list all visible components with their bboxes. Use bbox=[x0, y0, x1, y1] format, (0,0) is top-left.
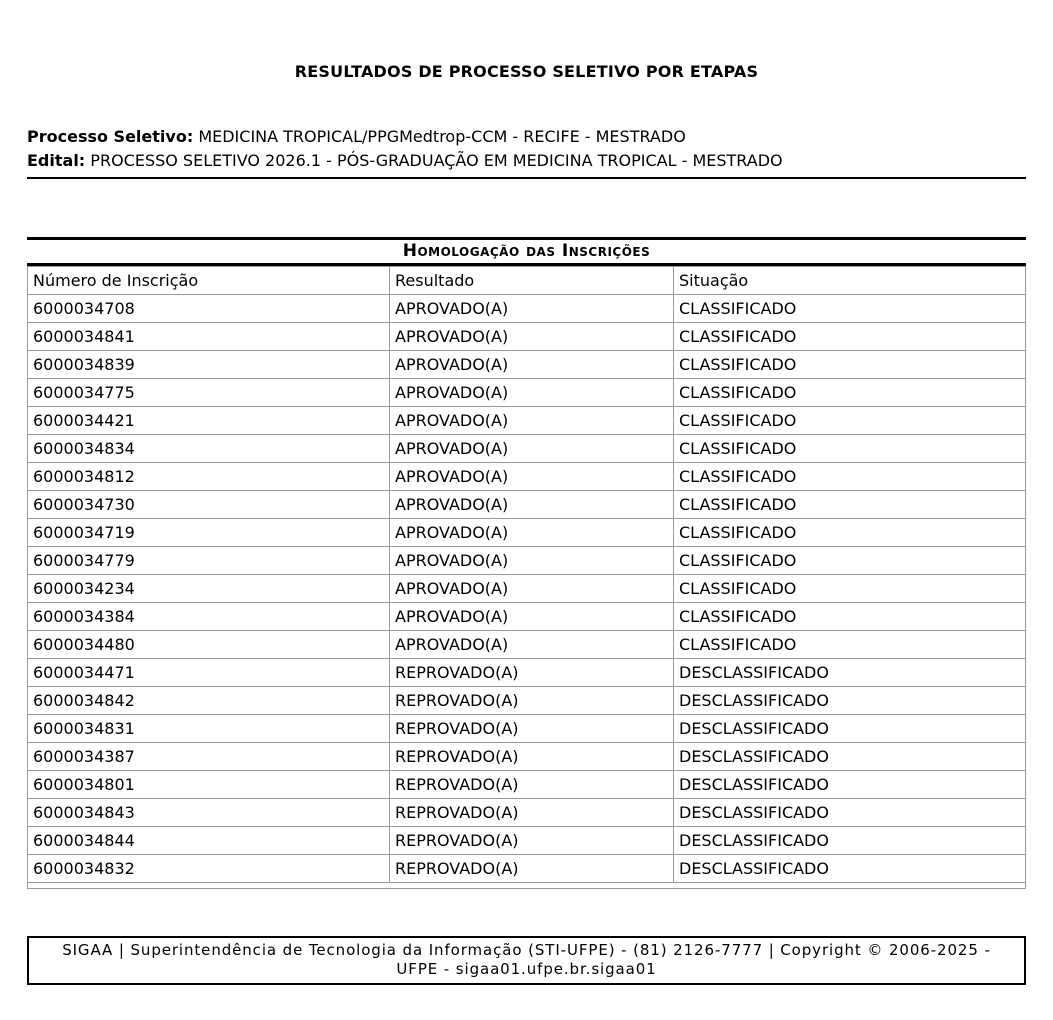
table-bottom-strip-cell bbox=[28, 883, 1026, 889]
processo-seletivo-value: MEDICINA TROPICAL/PPGMedtrop-CCM - RECIFE - MESTRADO bbox=[198, 127, 686, 146]
table-cell: APROVADO(A) bbox=[390, 491, 674, 519]
table-cell: REPROVADO(A) bbox=[390, 827, 674, 855]
footer-line1: SIGAA | Superintendência de Tecnologia da Informação (STI-UFPE) - (81) 2126-7777 | Copyright © 2006-2025 - bbox=[62, 941, 991, 959]
table-cell: 6000034775 bbox=[28, 379, 390, 407]
table-row bbox=[28, 603, 1026, 631]
table-cell: 6000034234 bbox=[28, 575, 390, 603]
processo-seletivo-line bbox=[27, 125, 1026, 149]
table-cell: APROVADO(A) bbox=[390, 575, 674, 603]
table-bottom-strip bbox=[28, 883, 1026, 889]
table-cell: REPROVADO(A) bbox=[390, 659, 674, 687]
table-cell: 6000034471 bbox=[28, 659, 390, 687]
table-cell: APROVADO(A) bbox=[390, 351, 674, 379]
table-cell: DESCLASSIFICADO bbox=[674, 687, 1026, 715]
table-cell: APROVADO(A) bbox=[390, 295, 674, 323]
table-cell: CLASSIFICADO bbox=[674, 463, 1026, 491]
page-title: RESULTADOS DE PROCESSO SELETIVO POR ETAPAS bbox=[294, 62, 759, 81]
table-header-row bbox=[28, 267, 1026, 295]
table-row bbox=[28, 715, 1026, 743]
table-row bbox=[28, 379, 1026, 407]
table-cell: CLASSIFICADO bbox=[674, 631, 1026, 659]
table-cell: 6000034832 bbox=[28, 855, 390, 883]
table-row bbox=[28, 687, 1026, 715]
table-cell: 6000034730 bbox=[28, 491, 390, 519]
table-cell: CLASSIFICADO bbox=[674, 295, 1026, 323]
table-cell: DESCLASSIFICADO bbox=[674, 771, 1026, 799]
table-cell: DESCLASSIFICADO bbox=[674, 659, 1026, 687]
table-cell: 6000034841 bbox=[28, 323, 390, 351]
table-cell: REPROVADO(A) bbox=[390, 743, 674, 771]
table-cell: CLASSIFICADO bbox=[674, 575, 1026, 603]
table-row bbox=[28, 743, 1026, 771]
table-cell: CLASSIFICADO bbox=[674, 323, 1026, 351]
table-cell: CLASSIFICADO bbox=[674, 379, 1026, 407]
table-cell: DESCLASSIFICADO bbox=[674, 715, 1026, 743]
table-cell: 6000034719 bbox=[28, 519, 390, 547]
table-cell: 6000034839 bbox=[28, 351, 390, 379]
table-cell: APROVADO(A) bbox=[390, 631, 674, 659]
column-header-situacao: Situação bbox=[674, 267, 1026, 295]
table-cell: 6000034480 bbox=[28, 631, 390, 659]
table-cell: REPROVADO(A) bbox=[390, 855, 674, 883]
table-cell: 6000034387 bbox=[28, 743, 390, 771]
table-cell: CLASSIFICADO bbox=[674, 435, 1026, 463]
table-cell: APROVADO(A) bbox=[390, 323, 674, 351]
table-row bbox=[28, 631, 1026, 659]
table-cell: APROVADO(A) bbox=[390, 603, 674, 631]
table-row bbox=[28, 575, 1026, 603]
table-cell: REPROVADO(A) bbox=[390, 687, 674, 715]
edital-value: PROCESSO SELETIVO 2026.1 - PÓS-GRADUAÇÃO EM MEDICINA TROPICAL - MESTRADO bbox=[90, 151, 783, 170]
table-row bbox=[28, 323, 1026, 351]
table-cell: 6000034842 bbox=[28, 687, 390, 715]
column-header-resultado: Resultado bbox=[390, 267, 674, 295]
table-row bbox=[28, 547, 1026, 575]
table-cell: REPROVADO(A) bbox=[390, 771, 674, 799]
table-body bbox=[28, 295, 1026, 883]
table-cell: 6000034843 bbox=[28, 799, 390, 827]
processo-seletivo-label: Processo Seletivo: bbox=[27, 127, 194, 146]
footer-bar bbox=[27, 936, 1026, 985]
table-cell: 6000034844 bbox=[28, 827, 390, 855]
table-row bbox=[28, 407, 1026, 435]
table-row bbox=[28, 519, 1026, 547]
table-cell: APROVADO(A) bbox=[390, 519, 674, 547]
edital-label: Edital: bbox=[27, 151, 86, 170]
table-cell: CLASSIFICADO bbox=[674, 491, 1026, 519]
table-cell: 6000034834 bbox=[28, 435, 390, 463]
table-cell: 6000034812 bbox=[28, 463, 390, 491]
table-cell: APROVADO(A) bbox=[390, 407, 674, 435]
table-cell: 6000034831 bbox=[28, 715, 390, 743]
column-header-numero-inscricao: Número de Inscrição bbox=[28, 267, 390, 295]
table-cell: REPROVADO(A) bbox=[390, 715, 674, 743]
table-cell: CLASSIFICADO bbox=[674, 519, 1026, 547]
table-cell: 6000034801 bbox=[28, 771, 390, 799]
process-info-block bbox=[27, 125, 1026, 179]
table-cell: APROVADO(A) bbox=[390, 463, 674, 491]
homologacao-table bbox=[27, 237, 1026, 889]
table-row bbox=[28, 855, 1026, 883]
table-cell: CLASSIFICADO bbox=[674, 547, 1026, 575]
edital-line bbox=[27, 149, 1026, 173]
table-cell: DESCLASSIFICADO bbox=[674, 743, 1026, 771]
table-row bbox=[28, 351, 1026, 379]
table-row bbox=[28, 435, 1026, 463]
table-row bbox=[28, 295, 1026, 323]
table-cell: 6000034384 bbox=[28, 603, 390, 631]
table-row bbox=[28, 659, 1026, 687]
table-caption: Homologação das Inscrições bbox=[27, 237, 1026, 266]
table-cell: 6000034421 bbox=[28, 407, 390, 435]
table-cell: DESCLASSIFICADO bbox=[674, 827, 1026, 855]
table-cell: APROVADO(A) bbox=[390, 547, 674, 575]
table-cell: DESCLASSIFICADO bbox=[674, 799, 1026, 827]
table-cell: REPROVADO(A) bbox=[390, 799, 674, 827]
footer-line2: UFPE - sigaa01.ufpe.br.sigaa01 bbox=[396, 960, 657, 978]
table-row bbox=[28, 799, 1026, 827]
table-cell: DESCLASSIFICADO bbox=[674, 855, 1026, 883]
table-cell: APROVADO(A) bbox=[390, 435, 674, 463]
table-cell: CLASSIFICADO bbox=[674, 603, 1026, 631]
table-cell: 6000034708 bbox=[28, 295, 390, 323]
table-row bbox=[28, 491, 1026, 519]
table-row bbox=[28, 827, 1026, 855]
table-row bbox=[28, 463, 1026, 491]
table-cell: CLASSIFICADO bbox=[674, 407, 1026, 435]
table-cell: APROVADO(A) bbox=[390, 379, 674, 407]
table-cell: 6000034779 bbox=[28, 547, 390, 575]
table-cell: CLASSIFICADO bbox=[674, 351, 1026, 379]
table-row bbox=[28, 771, 1026, 799]
